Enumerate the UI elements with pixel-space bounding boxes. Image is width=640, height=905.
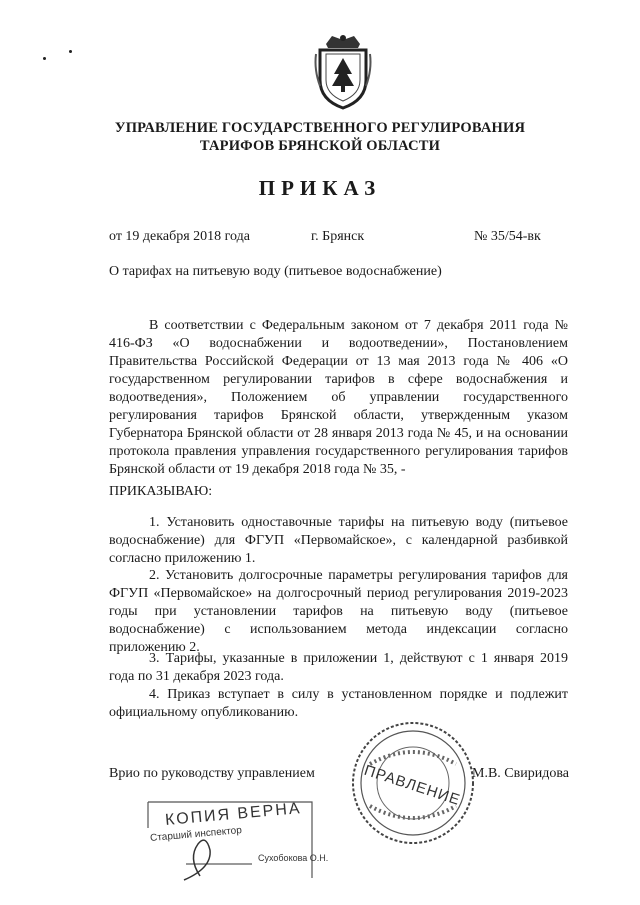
order-subject: О тарифах на питьевую воду (питьевое водоснабжение) — [109, 264, 442, 279]
signatory-name: М.В. Свиридова — [472, 766, 569, 781]
official-seal — [350, 720, 476, 846]
signatory-position: Врио по руководству управлением — [109, 766, 315, 781]
organization-name-line1: УПРАВЛЕНИЕ ГОСУДАРСТВЕННОГО РЕГУЛИРОВАНИЯ — [114, 120, 526, 136]
seal-center-text: ПРАВЛЕНИЕ — [362, 761, 463, 809]
order-word: ПРИКАЗЫВАЮ: — [109, 484, 213, 499]
scan-dot — [69, 50, 72, 53]
copy-stamp-title: КОПИЯ ВЕРНА — [164, 800, 303, 829]
order-date: от 19 декабря 2018 года — [109, 229, 250, 244]
copy-stamp-position: Старший инспектор — [149, 825, 243, 844]
order-item-3: 3. Тарифы, указанные в приложении 1, действуют с 1 января 2019 года по 31 декабря 2023 года. — [109, 651, 568, 684]
copy-stamp-name: Сухобокова О.Н. — [258, 853, 329, 863]
preamble-paragraph: В соответствии с Федеральным законом от 7 декабря 2011 года № 416-ФЗ «О водоснабжении и водоотведении», Постановлением Правительства Российской Федерации от 13 мая 2013 года № 406 «О государственном регулировании тарифов в сфере водоснабжения и водоотведения», Положением об управлении государственного регулирования тарифов Брянской области, утвержденным указом Губернатора Брянской области от 28 января 2013 года № 45, и на основании протокола правления управления государственного регулирования тарифов Брянской области от 19 декабря 2018 года № 35, - — [109, 318, 568, 477]
order-item-4: 4. Приказ вступает в силу в установленном порядке и подлежит официальному опубликованию. — [109, 687, 568, 720]
coat-of-arms-icon — [312, 30, 374, 112]
order-item-1: 1. Установить одноставочные тарифы на питьевую воду (питьевое водоснабжение) для ФГУП «Первомайское», с календарной разбивкой согласно приложению 1. — [109, 515, 568, 566]
scan-dot — [43, 57, 46, 60]
order-item-2: 2. Установить долгосрочные параметры регулирования тарифов для ФГУП «Первомайское» на долгосрочный период регулирования 2019-2023 годы при установлении тарифов на питьевую воду (питьевое водоснабжение) с использованием метода индексации согласно приложению 2. — [109, 568, 568, 655]
order-city: г. Брянск — [311, 229, 365, 244]
organization-name-line2: ТАРИФОВ БРЯНСКОЙ ОБЛАСТИ — [199, 138, 441, 154]
order-number: № 35/54-вк — [474, 229, 541, 244]
document-title: ПРИКАЗ — [258, 176, 382, 200]
